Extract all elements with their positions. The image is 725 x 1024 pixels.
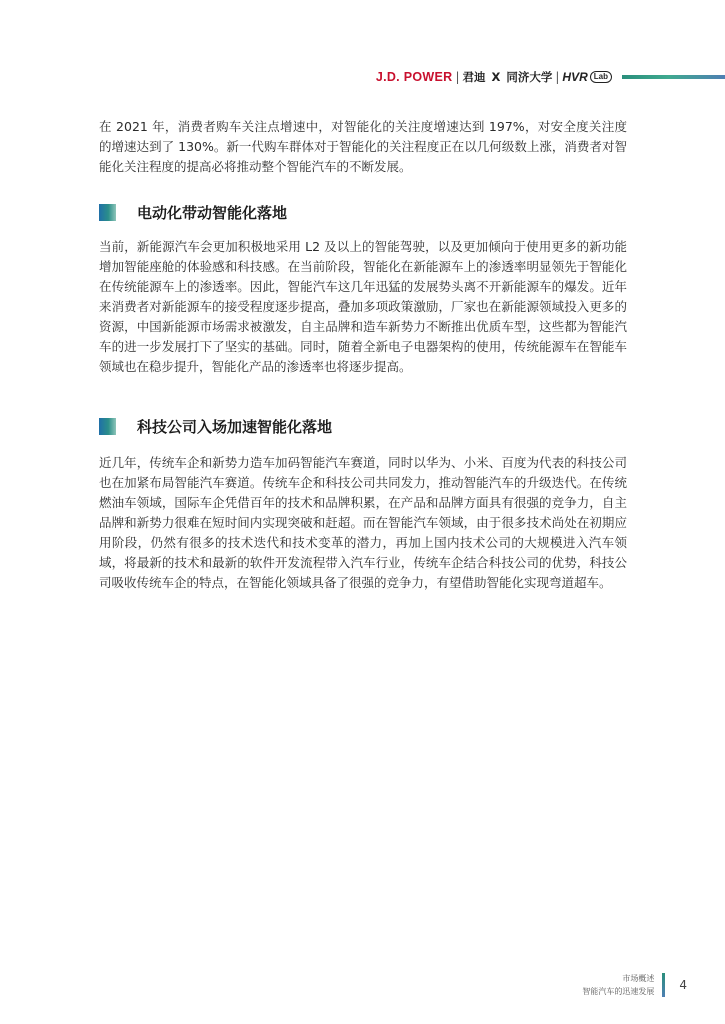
section2-paragraph: 近几年，传统车企和新势力造车加码智能汽车赛道，同时以华为、小米、百度为代表的科技公司也在加紧布局智能汽车赛道。传统车企和科技公司共同发力，推动智能汽车的升级迭代。在传统燃油车领域，国际车企凭借百年的技术和品牌积累，在产品和品牌方面具有很强的竞争力，自主品牌和新势力很难在短时间内实现突破和赶超。而在智能汽车领域，由于很多技术尚处在初期应用阶段，仍然有很多的技术迭代和技术变革的潜力，再加上国内技术公司的大规模进入汽车领域，将最新的技术和最新的软件开发流程带入汽车行业，传统车企结合科技公司的优势，科技公司吸收传统车企的特点，在智能化领域具备了很强的竞争力，有望借助智能化实现弯道超车。 (99, 455, 627, 590)
section1-block (99, 237, 627, 377)
section-title: 电动化带动智能化落地 (137, 203, 288, 222)
section1-paragraph: 当前，新能源汽车会更加积极地采用 L2 及以上的智能驾驶，以及更加倾向于使用更多的新功能增加智能座舱的体验感和科技感。在当前阶段，智能化在新能源车上的渗透率明显领先于智能化在传统能源车上的渗透率。因此，智能汽车这几年迅猛的发展势头离不开新能源车的爆发。近年来消费者对新能源车的接受程度逐步提高，叠加多项政策激励，厂家也在新能源领域投入更多的资源，中国新能源市场需求被激发，自主品牌和造车新势力不断推出优质车型，这些都为智能汽车的进一步发展打下了坚实的基础。同时，随着全新电子电器架构的使用，传统能源车在智能车领域也在稳步提升，智能化产品的渗透率也将逐步提高。 (99, 239, 627, 374)
hvr-logo: HVR (562, 70, 588, 84)
jd-power-logo: J.D. POWER (375, 70, 453, 84)
footer-chapter-name: 智能汽车的迅速发展 (582, 987, 655, 996)
logo-x: X (491, 70, 501, 84)
junjie-logo: 君迪 (462, 70, 486, 84)
header-accent-bar (622, 75, 725, 79)
section-heading-2 (99, 416, 332, 436)
footer-accent-bar (662, 973, 665, 997)
page-header (376, 67, 725, 87)
page-footer (582, 972, 687, 998)
logo-separator: | (455, 70, 460, 84)
logo-separator: | (555, 70, 560, 84)
footer-caption (582, 972, 654, 998)
section-marker-icon (99, 204, 116, 221)
lab-badge: Lab (590, 71, 612, 83)
section-marker-icon (99, 418, 116, 435)
footer-section-name: 市场概述 (622, 974, 655, 983)
section2-block (99, 453, 627, 593)
tongji-logo: 同济大学 (506, 70, 553, 84)
page-number: 4 (679, 978, 687, 992)
intro-block (99, 117, 627, 177)
section-heading-1 (99, 202, 287, 222)
section-title: 科技公司入场加速智能化落地 (137, 417, 333, 436)
intro-paragraph: 在 2021 年，消费者购车关注点增速中，对智能化的关注度增速达到 197%，对安全度关注度的增速达到了 130%。新一代购车群体对于智能化的关注程度正在以几何级数上涨，消费者对智能化关注程度的提高必将推动整个智能汽车的不断发展。 (99, 119, 627, 174)
